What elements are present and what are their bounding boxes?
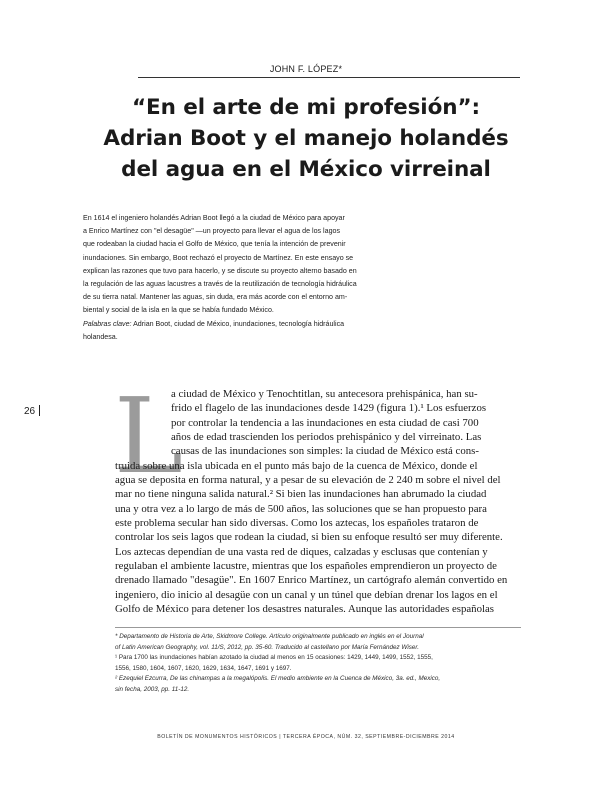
article-title xyxy=(70,92,542,185)
body-line: años de edad trascienden los periodos prehispánico y del virreinato. Las xyxy=(171,431,482,444)
footnote-line: ¹ Para 1700 las inundaciones habían azotado la ciudad al menos en 15 ocasiones: 1429, 1449, 1499, 1552, 1555, xyxy=(115,654,433,661)
abstract-line: que rodeaban la ciudad hacia el Golfo de México, que tenía la intención de prevenir xyxy=(83,240,346,249)
body-line: controlar los seis lagos que rodean la ciudad, si bien su enfoque resultó ser muy diferente. xyxy=(115,531,503,544)
abstract-line: explican las razones que tuvo para hacerlo, y se discute su proyecto alterno basado en xyxy=(83,266,357,275)
footnotes xyxy=(115,632,521,695)
footnote-divider xyxy=(115,627,521,628)
body-line: Los aztecas dependían de una vasta red de diques, calzadas y esclusas que contenían y xyxy=(115,545,488,558)
body-line: frido el flagelo de las inundaciones desde 1429 (figura 1).¹ Los esfuerzos xyxy=(171,402,487,415)
page-number-rule xyxy=(39,405,40,416)
author-divider xyxy=(138,77,520,78)
title-line: “En el arte de mi profesión”: xyxy=(132,95,480,120)
abstract-line: inundaciones. Sin embargo, Boot rechazó el proyecto de Martínez. En este ensayo se xyxy=(83,253,354,262)
body-line: drenado llamado "desagüe". En 1607 Enrico Martínez, un cartógrafo alemán convertido en xyxy=(115,574,508,587)
page-number xyxy=(24,405,40,417)
journal-footer: BOLETÍN DE MONUMENTOS HISTÓRICOS | TERCERA ÉPOCA, NÚM. 32, SEPTIEMBRE-DICIEMBRE 2014 xyxy=(157,734,455,740)
footnote-line: ² Ezequiel Ezcurra, De las chinampas a la megalópolis. El medio ambiente en la Cuenca de México, 3a. ed., Mexico, xyxy=(115,675,441,682)
footnote-line: of Latin American Geography, vol. 11/S, 2012, pp. 35-60. Traducido al castellano por María Fernández Wiser. xyxy=(115,643,419,651)
body-line: una y otra vez a lo largo de más de 500 años, las soluciones que se han propuesto para xyxy=(115,502,487,515)
title-line: del agua en el México virreinal xyxy=(121,157,491,182)
body-line: este problema secular han sido diversas. Como los aztecas, los españoles trataron de xyxy=(115,517,479,530)
page-number-text: 26 xyxy=(24,406,36,417)
body-line: truida sobre una isla ubicada en el punto más bajo de la cuenca de México, donde el xyxy=(115,459,478,472)
abstract-line: a Enrico Martínez con "el desagüe" —un proyecto para llevar el agua de los lagos xyxy=(83,227,341,236)
body-line: mar no tiene ninguna salida natural.² Si bien las inundaciones han abrumado la ciudad xyxy=(115,488,487,501)
body-text xyxy=(115,387,521,617)
footnote-line: sin fecha, 2003, pp. 11-12. xyxy=(115,685,190,693)
body-line: por controlar la tendencia a las inundaciones en esta ciudad de casi 700 xyxy=(171,416,479,429)
body-line: causas de las inundaciones son simples: la ciudad de México está cons- xyxy=(171,445,479,458)
footnote-line: * Departamento de Historia de Arte, Skidmore College. Artículo originalmente publicado en inglés en el Journal xyxy=(115,633,424,640)
body-line: Golfo de México para detener los desastres naturales. Aunque las autoridades españolas xyxy=(115,603,494,616)
drop-cap: L xyxy=(114,375,184,497)
abstract-line: de su tierra natal. Mantener las aguas, sin duda, era más acorde con el entorno am- xyxy=(83,293,348,302)
keywords-line xyxy=(83,318,431,331)
body-line: agua se deposita en forma natural, y a pesar de su elevación de 2 240 m sobre el nivel del xyxy=(115,474,501,487)
title-line: Adrian Boot y el manejo holandés xyxy=(103,126,509,151)
keywords-text: Adrian Boot, ciudad de México, inundaciones, tecnología hidráulica xyxy=(131,319,345,328)
footnote-line: 1556, 1580, 1604, 1607, 1620, 1629, 1634, 1647, 1691 y 1697. xyxy=(115,664,292,672)
author-name: JOHN F. LÓPEZ* xyxy=(269,64,343,74)
keywords-line: holandesa. xyxy=(83,332,118,341)
body-line: a ciudad de México y Tenochtitlan, su antecesora prehispánica, han su- xyxy=(171,388,478,400)
abstract-line: biental y social de la isla en la que se había fundado México. xyxy=(83,306,274,315)
body-line: regulaban el ambiente lacustre, mientras que los españoles emprendieron un proyecto de xyxy=(115,560,497,573)
abstract-line: En 1614 el ingeniero holandés Adrian Boot llegó a la ciudad de México para apoyar xyxy=(83,214,345,222)
keywords-label: Palabras clave: xyxy=(83,319,132,328)
abstract-line: la regulación de las aguas lacustres a través de la reutilización de tecnología hidráulica xyxy=(83,280,357,289)
body-line: ingeniero, dio inicio al desagüe con un canal y un túnel que debían drenar los lagos en el xyxy=(115,588,498,601)
abstract xyxy=(83,212,431,344)
